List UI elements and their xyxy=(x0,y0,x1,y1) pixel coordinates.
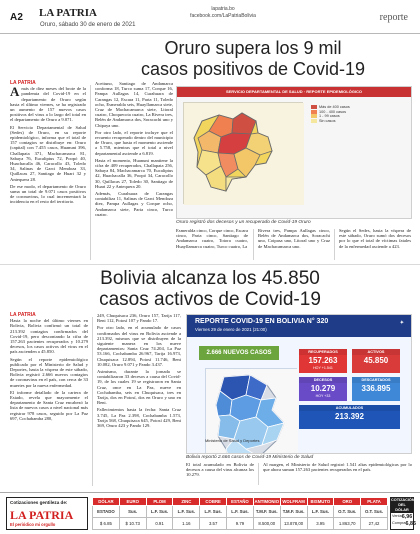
legend-item-1: Más de 400 casos xyxy=(311,105,403,110)
market-unit-3: L.F. Sus. xyxy=(146,506,173,518)
active-label: ACTIVOS xyxy=(352,349,400,355)
story1-headline-line2: casos positivos de Covid-19 xyxy=(140,59,366,79)
social-links xyxy=(188,6,258,20)
brand-name: LA PATRIA xyxy=(39,7,97,19)
story2-col2 xyxy=(97,313,181,488)
story1-caption: Oruro registró dos decesos y un recuperado de Covid-19 Oruro xyxy=(176,220,311,225)
story1-col1-intro xyxy=(10,86,86,122)
discarded-stat xyxy=(352,377,400,401)
market-value-8: 13.878,00 xyxy=(280,518,307,530)
market-header-2: EURO xyxy=(119,498,146,506)
deaths-delta: HOY +33 xyxy=(315,394,331,398)
accumulated-stat xyxy=(299,405,400,429)
exchange-sell-label: Compra xyxy=(392,521,406,525)
story2-col1 xyxy=(10,313,88,488)
recovered-delta: HOY +1.541 xyxy=(313,366,333,370)
market-header-1: DÓLAR xyxy=(93,498,120,506)
story1-rule-1 xyxy=(90,85,91,260)
map-area xyxy=(183,102,303,204)
market-header-4: ZINC xyxy=(173,498,200,506)
story1-rule-2 xyxy=(253,229,254,260)
story2-col3-p1: El total acumulado en Bolivia de decesos a causa del virus alcanza los 10.279. xyxy=(186,462,254,478)
story2-col2-p1: 249, Chuquisaca 236, Oruro 157, Tarija 117, Beni 112, Potosí 107 y Pando 17. xyxy=(97,313,181,324)
report-header xyxy=(187,315,411,337)
page-number: A2 xyxy=(10,12,24,23)
report-card xyxy=(187,315,411,453)
map-legend xyxy=(311,105,403,203)
footer-brand: LA PATRIA xyxy=(10,508,74,522)
active-stat xyxy=(352,349,400,373)
deaths-value: 10.279 xyxy=(310,384,336,393)
story1-col5-p1: Según el Sedes, hasta la víspera de este sábado, Oruro sumó dos decesos por lo que el total de víctimas fatales de la enfermedad asciende a 423. xyxy=(339,228,411,249)
market-header-8: WOLFRAM xyxy=(280,498,307,506)
footer-subbrand: El periódico mi orgullo xyxy=(10,522,56,527)
website-link: lapatria.bo xyxy=(211,6,235,12)
story1-col1-p2: El Servicio Departamental de Salud (Sedes) de Oruro, en su reporte epidemiológico, informa que el total de 157 contagios se distribuye en: Oruro (capital) con 7.455 casos, Huanuni 396, Challapata 371, Machacamarca 81, Sabaya 76, Eucaliptus 72, Poopó 40, Huachacalla 46, Caracollo 43, Toledo 34, Salinas de Garci Mendoza 33, Quillacas 27, Santiago de Huari 32 y Antequera 28. xyxy=(10,124,86,182)
market-value-6: 9.79 xyxy=(227,518,254,530)
masthead xyxy=(0,0,420,34)
exchange-sell-value: 6,86 xyxy=(405,521,417,527)
market-units-row xyxy=(93,506,388,518)
market-header-6: ESTAÑO xyxy=(227,498,254,506)
oruro-map-illustration xyxy=(184,103,304,205)
story1-dropcap: A xyxy=(10,84,20,100)
active-value: 45.850 xyxy=(363,356,389,365)
report-note: Ministerio de Salud y Deportes xyxy=(205,438,260,443)
market-unit-4: L.F. Sus. xyxy=(173,506,200,518)
new-cases-badge: 2.666 NUEVOS CASOS xyxy=(199,346,279,360)
market-unit-1: ESTADO xyxy=(93,506,120,518)
story1-col4 xyxy=(258,228,330,262)
bolivia-report-image xyxy=(186,314,412,454)
story1-headline-line1: Oruro supera los 9 mil xyxy=(164,38,342,58)
accumulated-value: 213.392 xyxy=(335,412,364,421)
exchange-buy-label: Venta xyxy=(392,514,402,518)
exchange-buy-row xyxy=(391,514,413,520)
story1-col2-p4: Además, Curahuara de Carangas contabiliza 11, Salinas de Garci Mendoza diez, Pampa Aullagas y Corque ocho, Andamarca siete, Paria cinco, Turco cuatro. xyxy=(95,191,173,217)
story1-col3 xyxy=(176,228,248,262)
market-value-7: 8.500,00 xyxy=(253,518,280,530)
story1-col2-p1: Aceituno, Santiago de Andamarca conforma 18, Turco suma 17, Corque 16, Pampa Aullagas 14, Curahuara de Carangas 12, Escara 11, Paria 11, Toledo ocho, Esmeralda seis, Huayllamarca siete, Cruz de Machacamarca siete, Litoral cuatro, Choquecota cuatro, La Rivera tres, Belén de Andamarca dos, Soracachi uno y Chipaya uno. xyxy=(95,81,173,128)
market-value-5: 3.57 xyxy=(200,518,227,530)
header-divider xyxy=(0,33,420,34)
market-header-9: BISMUTO xyxy=(307,498,334,506)
story1-headline xyxy=(98,38,408,80)
story2-caption: Bolivia reportó 2.666 casos de Covid-19 Ministerio de Salud xyxy=(186,455,314,460)
story1-rule-3 xyxy=(334,229,335,260)
market-value-3: 0.91 xyxy=(146,518,173,530)
market-header-3: PLOM xyxy=(146,498,173,506)
facebook-link: facebook.com/LaPatriaBolivia xyxy=(190,13,256,19)
market-header-7: ANTIMONIO xyxy=(254,499,280,504)
accumulated-label: ACUMULADOS xyxy=(299,405,400,411)
story-separator xyxy=(0,264,420,265)
market-unit-10: O.T. Sus. xyxy=(334,506,361,518)
exchange-title: COTIZACIÓN DEL DÓLAR xyxy=(391,498,415,512)
market-footer xyxy=(0,492,420,534)
quotations-label: Cotizaciones gentileza de: xyxy=(10,500,68,505)
story1-col5 xyxy=(339,228,411,262)
market-unit-9: L.F. Sus. xyxy=(307,506,334,518)
quotations-brand-box xyxy=(6,497,88,530)
story1-col1-p3: De ese modo, el departamento de Oruro suma un total de 9.071 casos positivos de coronavirus, lo cual incrementará la incidencia en el resto del territorio. xyxy=(10,183,86,205)
deaths-label: DECESOS xyxy=(299,377,347,383)
story2-rule-1 xyxy=(92,317,93,486)
story2-headline-line2: casos activos de Covid-19 xyxy=(99,289,321,310)
market-unit-11: O.T. Sus. xyxy=(361,506,388,518)
report-logo: ✦ xyxy=(399,320,404,326)
market-value-2: $ 10.73 xyxy=(119,518,146,530)
story1-col2-p2: Por otro lado, el reporte incluye que el recuento recuperado dentro del municipio de Oruro, que hasta el momento asciende a 5.758, mientras que el total a nivel departamental asciende a 6.819. xyxy=(95,129,173,156)
market-value-4: 1.16 xyxy=(173,518,200,530)
story2-col3 xyxy=(186,462,254,486)
market-header-5: COBRE xyxy=(200,498,227,506)
market-unit-5: L.F. Sus. xyxy=(200,506,227,518)
discarded-label: DESCARTADOS xyxy=(352,377,400,383)
legend-item-2: 100 - 400 casos xyxy=(311,110,403,115)
market-value-9: 3.95 xyxy=(307,518,334,530)
story2-col2-p4: Fallecimientos hasta la fecha: Santa Cruz 3.745, La Paz 2.398, Cochabamba 1.573, Tarija 568, Chuquisaca 645, Potosí 429, Beni 369, Oruro 423 y Pando 129. xyxy=(97,407,181,429)
discarded-value: 336.895 xyxy=(361,384,391,393)
story2-col4 xyxy=(263,462,412,486)
story1-col2-p3: Hasta el momento, Huanuni mantiene la cifra de 409 recuperados, Challapata 256, Sabaya 84, Machacamarca 70, Eucaliptus 42, Huachacalla 36, Poopó 34, Caracollo 30, Quillacas 27, Toledo 30, Santiago de Huari 22 y Antequera 20. xyxy=(95,157,173,189)
story2-col2-p2: Por otro lado, en el acumulado de casos confirmados del virus en Bolivia asciende a 213.392, mismos que se distribuyen de la siguiente manera en los nueve departamentos: Santa Cruz 74.204, La Paz 53.166, Cochabamba 26.967, Tarija 16.973, Chuquisaca 12.894, Potosí 11.746, Beni 10.082, Oruro 9.071 y Pando 3.437. xyxy=(97,325,181,367)
market-unit-6: L.F. Sus. xyxy=(227,506,254,518)
market-value-10: 1.863,70 xyxy=(334,518,361,530)
market-value-1: $ 6.85 xyxy=(93,518,120,530)
story2-rule-2 xyxy=(258,463,259,485)
story1-kicker: LA PATRIA xyxy=(10,80,36,86)
exchange-sell-row xyxy=(391,521,417,527)
market-values-row xyxy=(93,518,388,530)
story1-col4-p1: Rivera tres, Pampa Aullagas cinco, Belén de Andamarca dos, Soracachi uno, Coipasa uno, Litoral uno y Cruz de Machacamarca uno. xyxy=(258,228,330,249)
market-unit-7: T.M.F. Sus. xyxy=(253,506,280,518)
market-header-10: ORO xyxy=(334,498,361,506)
market-header-row xyxy=(93,498,388,506)
legend-item-4: Sin casos xyxy=(311,119,403,124)
report-title: REPORTE COVID-19 EN BOLIVIA N° 320 xyxy=(195,318,329,325)
recovered-value: 157.263 xyxy=(308,356,338,365)
report-subtitle: Viernes 29 de enero de 2021 (21:00) xyxy=(195,327,267,332)
story2-headline xyxy=(10,268,410,310)
story1-col3-p1: Esmeralda cinco, Corque cinco, Escara cinco, Paria cinco, Santiago de Andamarca cuatro, Totora cuatro, Huayllamarca cuatro, Turco cuatro, La xyxy=(176,228,248,249)
story1-col1-intro-text: más de diez meses del brote de la pandemia del Covid-19 en el departamento de Oruro según hasta el último viernes, se ha registrado un aumento de 157 nuevos casos positivos del virus a lo largo del total en el departamento de Oruro a 9.071. xyxy=(10,86,86,123)
story2-col1-p3: El informe detallado de la cartera de Estado, revela que mayormente el departamento de Santa Cruz encabezó la lista de nuevos casos a nivel nacional más registrar 978 casos, seguido por La Paz 697, Cochabamba 280, xyxy=(10,389,88,421)
deaths-stat xyxy=(299,377,347,401)
story2-col1-p2: Según el reporte epidemiológico publicado por el Ministerio de Salud y Deportes, hasta la víspera de este sábado, Bolivia registró 2.666 nuevos contagios de coronavirus en el país, con cerca de 33 muertes por la nueva enfermedad. xyxy=(10,356,88,388)
oruro-map-image xyxy=(176,86,412,219)
exchange-box xyxy=(390,497,417,530)
map-panel xyxy=(177,87,411,218)
market-header-11: PLATA xyxy=(361,498,388,506)
legend-item-3: 1 - 99 casos xyxy=(311,114,403,119)
recovered-label: RECUPERADOS xyxy=(299,349,347,355)
market-table xyxy=(92,497,388,530)
story2-col2-p3: Asimismo, durante la jornada se contabilizaron 33 decesos a causa del Covid-19, de los cuales 19 se registraron en Santa Cruz, once en La Paz, nueve en Cochabamba, seis en Chuquisaca, tres en Tarija, dos en Potosí, dos en Oruro y uno en Beni. xyxy=(97,369,181,406)
story2-col4-p1: Al margen, el Ministerio de Salud registró 1.541 altas epidemiológicas por lo que ahora suman 157.263 pacientes recuperados en el país. xyxy=(263,462,412,473)
recovered-stat xyxy=(299,349,347,373)
section-tag: reporte xyxy=(379,12,408,23)
map-title: SERVICIO DEPARTAMENTAL DE SALUD · REPORTE EPIDEMIOLÓGICO xyxy=(177,87,411,97)
exchange-buy-value: 6,96 xyxy=(401,514,413,520)
market-value-11: 27,42 xyxy=(361,518,388,530)
story2-kicker: LA PATRIA xyxy=(10,312,36,318)
page-date: Oruro, sábado 30 de enero de 2021 xyxy=(40,22,136,28)
story2-col1-p1: Hasta la noche del último viernes en Bolivia, Bolivia confirmó un total de 213.392 contagios confirmados del Covid-19, pero descontando la cifra de 157.263 pacientes recuperados y 10.279 decesos, los casos activos del virus en el país ascienden a 45.850. xyxy=(10,318,88,355)
story1-col1 xyxy=(10,81,86,261)
story2-headline-line1: Bolivia alcanza los 45.850 xyxy=(100,268,320,289)
market-unit-2: Sus. xyxy=(119,506,146,518)
story1-col2 xyxy=(95,81,173,261)
market-unit-8: T.M.F. Sus. xyxy=(280,506,307,518)
